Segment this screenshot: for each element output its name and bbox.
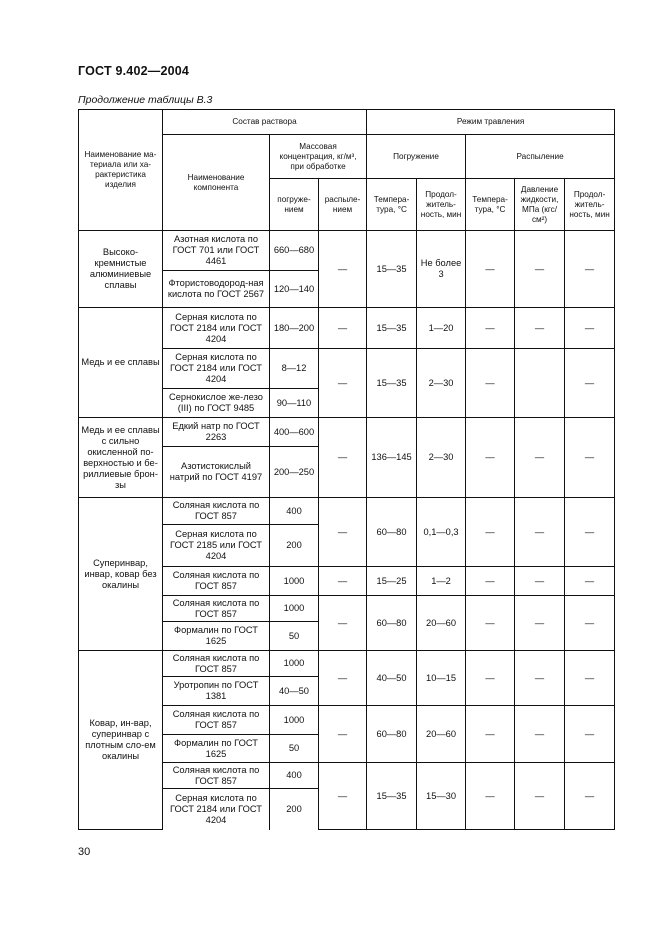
duration-immersion: 20—60 [417, 706, 466, 763]
header-mode: Режим травления [367, 110, 615, 135]
temperature-immersion: 15—35 [367, 763, 417, 830]
header-duration-spray: Продол-житель-ность, мин [565, 179, 615, 231]
concentration-immersion: 200 [270, 789, 319, 830]
component-cell: Соляная кислота по ГОСТ 857 [163, 763, 270, 789]
component-cell: Азотная кислота по ГОСТ 701 или ГОСТ 4461 [163, 231, 270, 271]
component-cell: Соляная кислота по ГОСТ 857 [163, 498, 270, 525]
temperature-spray: — [466, 231, 515, 308]
temperature-immersion: 136—145 [367, 418, 417, 498]
component-cell: Серная кислота по ГОСТ 2184 или ГОСТ 4204 [163, 349, 270, 389]
temperature-spray: — [466, 498, 515, 567]
header-mass-concentration: Массовая концентрация, кг/м³, при обработке [270, 135, 367, 179]
header-component-name: Наименование компонента [163, 135, 270, 231]
duration-immersion: 0,1—0,3 [417, 498, 466, 567]
page-number: 30 [78, 846, 91, 858]
component-cell: Соляная кислота по ГОСТ 857 [163, 567, 270, 596]
temperature-spray: — [466, 596, 515, 651]
pressure-spray: — [515, 567, 565, 596]
component-cell: Соляная кислота по ГОСТ 857 [163, 651, 270, 677]
duration-spray: — [565, 418, 615, 498]
concentration-immersion: 200—250 [270, 447, 319, 498]
duration-immersion: 1—20 [417, 308, 466, 349]
concentration-immersion: 50 [270, 735, 319, 763]
concentration-spray: — [319, 567, 367, 596]
header-temp-immersion: Темпера-тура, °С [367, 179, 417, 231]
temperature-spray: — [466, 418, 515, 498]
component-cell: Сернокислое же-лезо (III) по ГОСТ 9485 [163, 389, 270, 418]
concentration-spray: — [319, 763, 367, 830]
concentration-spray: — [319, 651, 367, 706]
duration-spray: — [565, 596, 615, 651]
document-title: ГОСТ 9.402—2004 [78, 64, 190, 78]
material-cell: Медь и ее сплавы с сильно окисленной по-верхностью и бе-риллиевые брон-зы [79, 418, 163, 498]
temperature-immersion: 15—35 [367, 349, 417, 418]
table-caption: Продолжение таблицы В.3 [78, 94, 213, 106]
material-cell: Ковар, ин-вар, суперинвар с плотным сло-ем окалины [79, 651, 163, 830]
duration-spray: — [565, 349, 615, 418]
temperature-spray: — [466, 706, 515, 763]
duration-immersion: 10—15 [417, 651, 466, 706]
concentration-spray: — [319, 231, 367, 308]
component-cell: Серная кислота по ГОСТ 2184 или ГОСТ 4204 [163, 308, 270, 349]
component-cell: Серная кислота по ГОСТ 2184 или ГОСТ 4204 [163, 789, 270, 830]
etching-modes-table [78, 109, 615, 830]
temperature-spray: — [466, 567, 515, 596]
concentration-immersion: 1000 [270, 567, 319, 596]
duration-immersion: 20—60 [417, 596, 466, 651]
component-cell: Формалин по ГОСТ 1625 [163, 735, 270, 763]
duration-immersion: 2—30 [417, 349, 466, 418]
temperature-spray: — [466, 763, 515, 830]
pressure-spray: — [515, 498, 565, 567]
concentration-immersion: 40—50 [270, 677, 319, 706]
concentration-immersion: 660—680 [270, 231, 319, 271]
header-temp-spray: Темпера-тура, °С [466, 179, 515, 231]
concentration-immersion: 180—200 [270, 308, 319, 349]
concentration-immersion: 400 [270, 763, 319, 789]
concentration-spray: — [319, 349, 367, 418]
temperature-immersion: 15—35 [367, 231, 417, 308]
header-conc-immersion: погруже-нием [270, 179, 319, 231]
duration-immersion: 1—2 [417, 567, 466, 596]
material-cell: Высоко-кремнистые алюминиевые сплавы [79, 231, 163, 308]
concentration-immersion: 1000 [270, 596, 319, 622]
duration-spray: — [565, 231, 615, 308]
material-cell: Суперинвар, инвар, ковар без окалины [79, 498, 163, 651]
temperature-spray: — [466, 651, 515, 706]
concentration-immersion: 120—140 [270, 271, 319, 308]
pressure-spray: — [515, 651, 565, 706]
duration-spray: — [565, 308, 615, 349]
pressure-spray-empty [515, 349, 565, 418]
concentration-immersion: 200 [270, 525, 319, 567]
header-spraying: Распыление [466, 135, 615, 179]
header-duration-immersion: Продол-житель-ность, мин [417, 179, 466, 231]
concentration-immersion: 400—600 [270, 418, 319, 447]
header-immersion: Погружение [367, 135, 466, 179]
concentration-immersion: 400 [270, 498, 319, 525]
concentration-spray: — [319, 596, 367, 651]
pressure-spray: — [515, 596, 565, 651]
concentration-spray: — [319, 498, 367, 567]
pressure-spray: — [515, 231, 565, 308]
concentration-spray: — [319, 418, 367, 498]
component-cell: Уротропин по ГОСТ 1381 [163, 677, 270, 706]
component-cell: Соляная кислота по ГОСТ 857 [163, 596, 270, 622]
pressure-spray: — [515, 763, 565, 830]
duration-immersion: 2—30 [417, 418, 466, 498]
header-material: Наименование ма-териала или ха-рактеристика изделия [79, 110, 163, 231]
concentration-spray: — [319, 706, 367, 763]
pressure-spray: — [515, 418, 565, 498]
component-cell: Соляная кислота по ГОСТ 857 [163, 706, 270, 735]
duration-spray: — [565, 651, 615, 706]
component-cell: Азотистокислый натрий по ГОСТ 4197 [163, 447, 270, 498]
temperature-immersion: 15—35 [367, 308, 417, 349]
concentration-immersion: 1000 [270, 706, 319, 735]
concentration-immersion: 8—12 [270, 349, 319, 389]
temperature-immersion: 60—80 [367, 498, 417, 567]
material-cell: Медь и ее сплавы [79, 308, 163, 418]
concentration-immersion: 1000 [270, 651, 319, 677]
duration-spray: — [565, 567, 615, 596]
temperature-spray: — [466, 349, 515, 418]
temperature-spray: — [466, 308, 515, 349]
concentration-spray: — [319, 308, 367, 349]
pressure-spray: — [515, 706, 565, 763]
duration-immersion: Не более 3 [417, 231, 466, 308]
pressure-spray: — [515, 308, 565, 349]
temperature-immersion: 15—25 [367, 567, 417, 596]
component-cell: Фтористоводород-ная кислота по ГОСТ 2567 [163, 271, 270, 308]
component-cell: Серная кислота по ГОСТ 2185 или ГОСТ 4204 [163, 525, 270, 567]
duration-immersion: 15—30 [417, 763, 466, 830]
duration-spray: — [565, 498, 615, 567]
header-conc-spray: распыле-нием [319, 179, 367, 231]
duration-spray: — [565, 706, 615, 763]
component-cell: Формалин по ГОСТ 1625 [163, 622, 270, 651]
temperature-immersion: 40—50 [367, 651, 417, 706]
concentration-immersion: 90—110 [270, 389, 319, 418]
header-solution: Состав раствора [163, 110, 367, 135]
temperature-immersion: 60—80 [367, 596, 417, 651]
component-cell: Едкий натр по ГОСТ 2263 [163, 418, 270, 447]
concentration-immersion: 50 [270, 622, 319, 651]
header-pressure: Давление жидкости, МПа (кгс/см²) [515, 179, 565, 231]
temperature-immersion: 60—80 [367, 706, 417, 763]
duration-spray: — [565, 763, 615, 830]
